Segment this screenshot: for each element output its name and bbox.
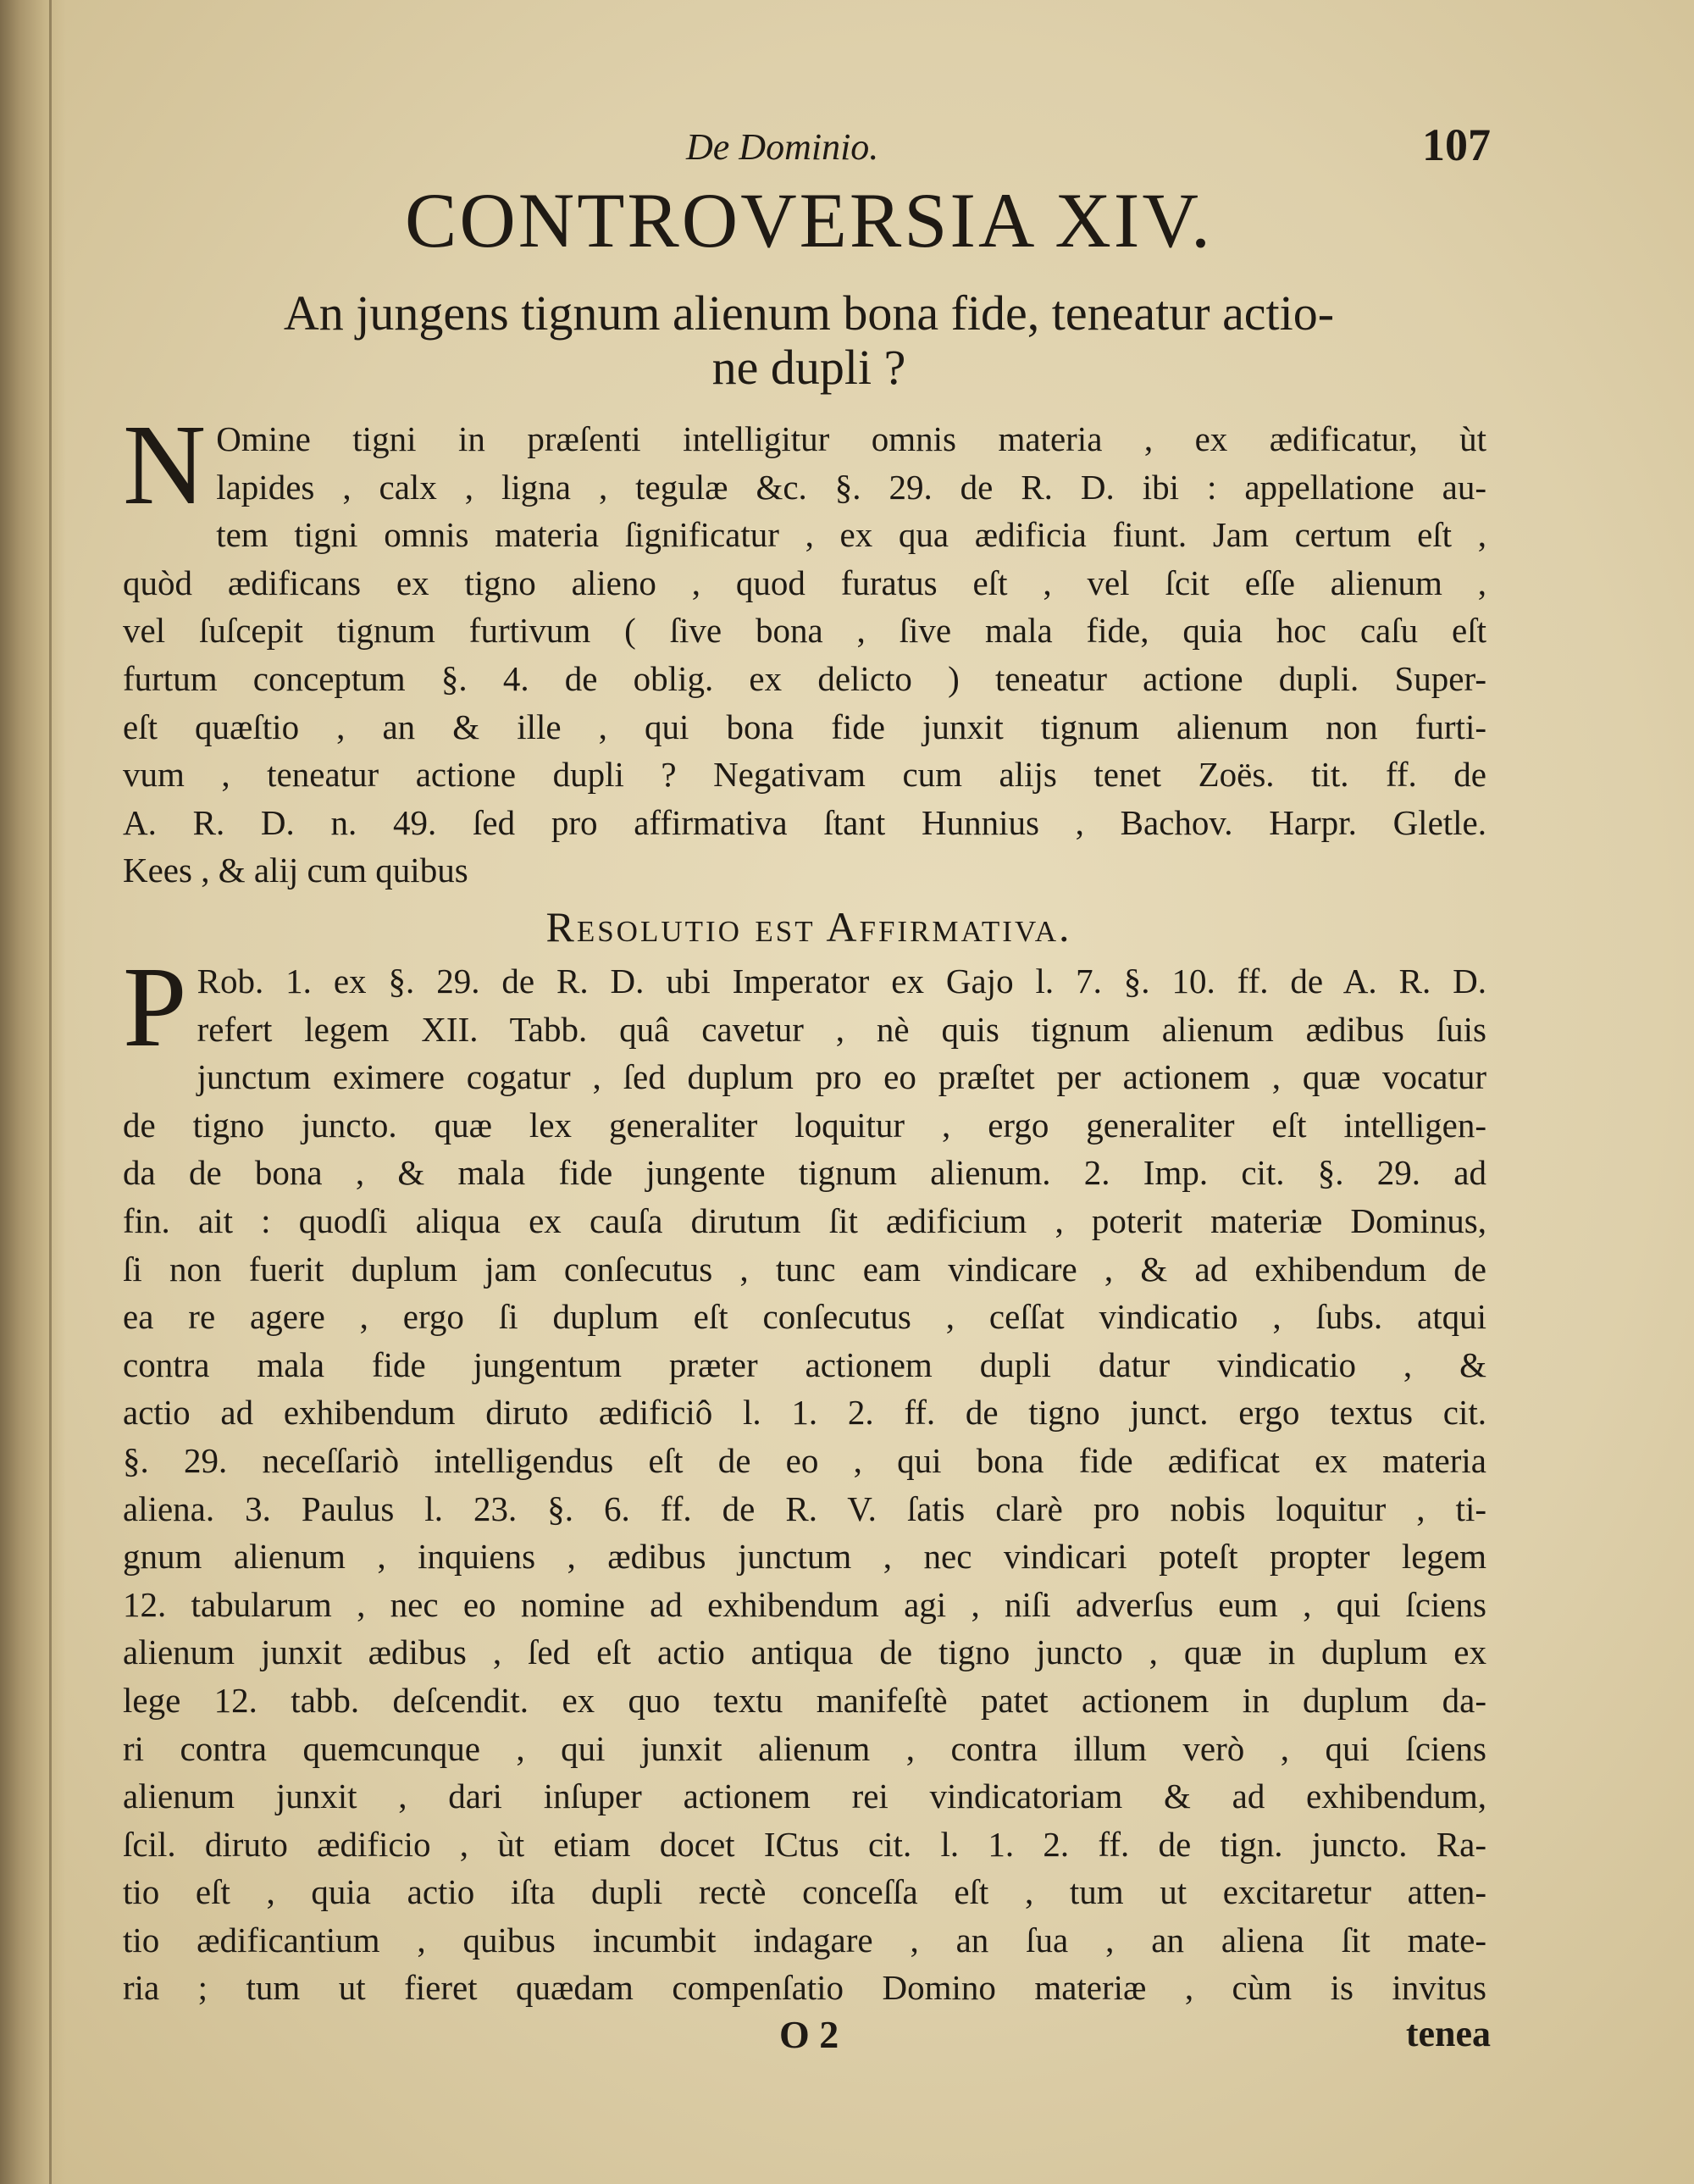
text-line: de tigno juncto. quæ lex generaliter loquitur , ergo generaliter eſt intelligen- [123,1105,1486,1145]
section-heading: Resolutio est Affirmativa. [545,903,1072,951]
text-line: lapides , calx , ligna , tegulæ &c. §. 29. de R. D. ibi : appellatione au- [216,467,1486,507]
page-number: 107 [1422,119,1491,170]
text-line: refert legem XII. Tabb. quâ cavetur , nè quis tignum alienum ædibus ſuis [197,1009,1486,1049]
text-line: 12. tabularum , nec eo nomine ad exhibendum agi , niſi adverſus eum , qui ſciens [123,1584,1486,1624]
paragraph-resolution [123,944,1486,2012]
text-line: contra mala fide jungentum præter actionem dupli datur vindicatio , & [123,1344,1486,1384]
page-gutter-shadow [0,0,66,2184]
text-line: ſi non fuerit duplum jam conſecutus , tunc eam vindicare , & ad exhibendum de [123,1249,1486,1289]
text-line: junctum eximere cogatur , ſed duplum pro eo præſtet per actionem , quæ vocatur [197,1057,1486,1097]
text-line: ea re agere , ergo ſi duplum eſt conſecutus , ceſſat vindicatio , ſubs. atqui [123,1297,1486,1337]
text-line: actio ad exhibendum diruto ædificiô l. 1. 2. ff. de tigno junct. ergo textus cit. [123,1393,1486,1433]
text-line: A. R. D. n. 49. ſed pro affirmativa ſtant Hunnius , Bachov. Harpr. Gletle. [123,802,1486,842]
running-title: De Dominio. [686,126,879,168]
text-line: Kees , & alij cum quibus [123,851,468,890]
text-line: ri contra quemcunque , qui junxit alienum , contra illum verò , qui ſciens [123,1728,1486,1768]
text-line: tio ædificantium , quibus incumbit indagare , an ſua , an aliena ſit mate- [123,1920,1486,1960]
text-line: tio eſt , quia actio iſta dupli rectè conceſſa eſt , tum ut excitaretur atten- [123,1872,1486,1912]
text-line: vel ſuſcepit tignum furtivum ( ſive bona , ſive mala fide, quia hoc caſu eſt [123,611,1486,651]
text-line: Omine tigni in præſenti intelligitur omnis materia , ex ædificatur, ùt [216,419,1486,458]
text-line: Rob. 1. ex §. 29. de R. D. ubi Imperator ex Gajo l. 7. §. 10. ff. de A. R. D. [197,962,1486,1001]
signature-mark: O 2 [779,2013,839,2056]
text-line: fin. ait : quodſi aliqua ex cauſa dirutum ſit ædificium , poterit materiæ Dominus, [123,1200,1486,1240]
drop-cap-p: P [123,944,187,1071]
binding-edge [49,0,52,2184]
catchword: tenea [1405,2013,1491,2054]
text-line: gnum alienum , inquiens , ædibus junctum , nec vindicari poteſt propter legem [123,1537,1486,1577]
text-line: tem tigni omnis materia ſignificatur , ex qua ædificia fiunt. Jam certum eſt , [216,515,1486,555]
text-line: ſcil. diruto ædificio , ùt etiam docet ICtus cit. l. 1. 2. ff. de tign. juncto. Ra- [123,1824,1486,1864]
paragraph-introduction [123,402,1486,895]
text-line: lege 12. tabb. deſcendit. ex quo textu manifeſtè patet actionem in duplum da- [123,1680,1486,1720]
question-line-2: ne dupli ? [711,339,906,395]
text-line: aliena. 3. Paulus l. 23. §. 6. ff. de R. V. ſatis clarè pro nobis loquitur , ti- [123,1488,1486,1528]
text-line: vum , teneatur actione dupli ? Negativam cum alijs tenet Zoës. tit. ff. de [123,755,1486,795]
text-line: eſt quæſtio , an & ille , qui bona fide junxit tignum alienum non furti- [123,707,1486,746]
text-line: furtum conceptum §. 4. de oblig. ex delicto ) teneatur actione dupli. Super- [123,658,1486,698]
chapter-title: CONTROVERSIA XIV. [404,177,1214,263]
text-line: alienum junxit ædibus , ſed eſt actio antiqua de tigno juncto , quæ in duplum ex [123,1632,1486,1672]
page-header [127,119,1491,178]
drop-cap-n: N [123,402,207,529]
text-line: §. 29. neceſſariò intelligendus eſt de eo , qui bona fide ædificat ex materia [123,1440,1486,1480]
question-heading [127,286,1491,395]
text-line: ria ; tum ut fieret quædam compenſatio Domino materiæ , cùm is invitus [123,1968,1486,2008]
question-line-1: An jungens tignum alienum bona fide, teneatur actio- [283,285,1335,341]
text-line: alienum junxit , dari inſuper actionem rei vindicatoriam & ad exhibendum, [123,1777,1486,1816]
text-line: da de bona , & mala fide jungente tignum alienum. 2. Imp. cit. §. 29. ad [123,1153,1486,1193]
page-footer [127,2012,1491,2063]
text-line: quòd ædificans ex tigno alieno , quod furatus eſt , vel ſcit eſſe alienum , [123,563,1486,602]
